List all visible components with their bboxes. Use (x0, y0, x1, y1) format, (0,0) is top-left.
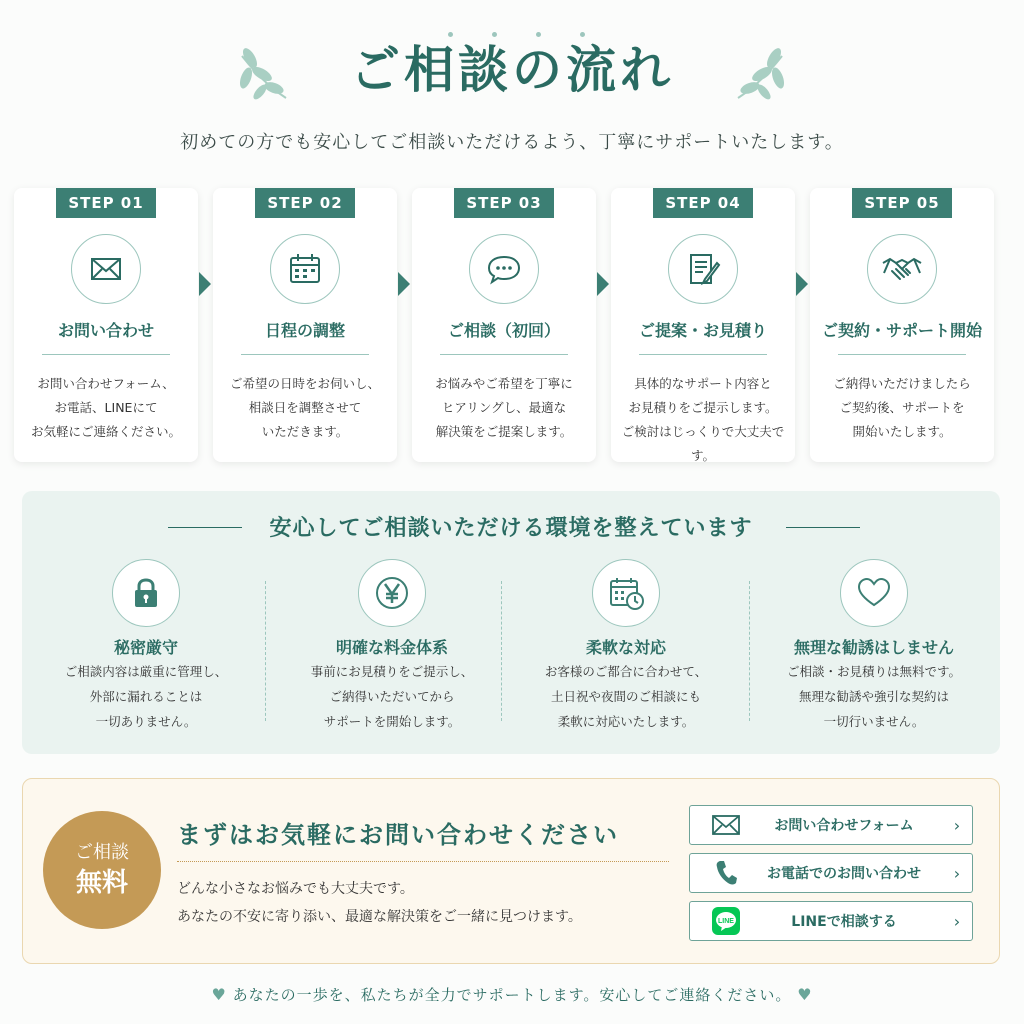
feature-title: 秘密厳守 (113, 638, 178, 657)
phone-icon (706, 859, 746, 887)
cta-panel (22, 778, 1000, 964)
document-pen-icon (668, 234, 738, 304)
feature-description: ご相談内容は厳重に管理し、 外部に漏れることは 一切ありません。 (64, 664, 228, 729)
step-description: ご希望の日時をお伺いし、 相談日を調整させて いただきます。 (229, 376, 380, 439)
step-card-2 (213, 188, 397, 462)
feature-pricing (270, 559, 514, 739)
step-tag: STEP 04 (653, 188, 753, 218)
divider (838, 354, 966, 355)
step-title: ご契約・サポート開始 (821, 321, 982, 340)
heart-icon: ♥ (211, 985, 227, 1004)
feature-no-pressure (752, 559, 996, 739)
step-description: お悩みやご希望を丁寧に ヒアリングし、最適な 解決策をご提案します。 (435, 376, 573, 439)
divider (440, 354, 568, 355)
divider (42, 354, 170, 355)
page-title: ご相談の流れ (350, 40, 674, 99)
step-title: ご提案・お見積り (638, 321, 767, 340)
step-tag: STEP 05 (852, 188, 952, 218)
handshake-icon (867, 234, 937, 304)
step-tag: STEP 02 (255, 188, 355, 218)
chevron-right-icon: › (953, 815, 961, 835)
chevron-right-icon: › (953, 863, 961, 883)
step-title: ご相談（初回） (447, 321, 560, 340)
chat-bubble-icon (469, 234, 539, 304)
step-card-3 (412, 188, 596, 462)
step-tag: STEP 01 (56, 188, 156, 218)
chevron-right-icon: › (953, 911, 961, 931)
contact-form-button[interactable]: お問い合わせフォーム › (689, 805, 973, 845)
step-card-5 (810, 188, 994, 462)
phone-contact-button[interactable]: お電話でのお問い合わせ › (689, 853, 973, 893)
divider (501, 581, 502, 721)
feature-title: 無理な勧誘はしません (793, 638, 954, 657)
lock-icon (112, 559, 180, 627)
cta-title: まずはお気軽にお問い合わせください (177, 820, 619, 849)
step-tag: STEP 03 (454, 188, 554, 218)
divider (749, 581, 750, 721)
feature-confidentiality (24, 559, 268, 739)
step-arrow-icon (597, 272, 609, 296)
page-subtitle: 初めての方でも安心してご相談いただけるよう、丁寧にサポートいたします。 (180, 132, 844, 153)
line-app-icon (706, 907, 746, 935)
step-description: お問い合わせフォーム、 お電話、LINEにて お気軽にご連絡ください。 (30, 376, 181, 439)
assurance-panel (22, 491, 1000, 754)
heart-icon: ♥ (797, 985, 813, 1004)
feature-description: ご相談・お見積りは無料です。 無理な勧誘や強引な契約は 一切行いません。 (786, 664, 961, 729)
yen-icon (358, 559, 426, 627)
feature-flexible (504, 559, 748, 739)
envelope-icon (71, 234, 141, 304)
free-consultation-badge: ご相談 無料 (43, 811, 161, 929)
step-description: ご納得いただけましたら ご契約後、サポートを 開始いたします。 (833, 376, 971, 439)
feature-title: 明確な料金体系 (335, 638, 448, 657)
calendar-clock-icon (592, 559, 660, 627)
step-description: 具体的なサポート内容と お見積りをご提示します。 ご検討はじっくりで大丈夫です。 (621, 376, 785, 463)
svg-text:LINE: LINE (718, 918, 734, 925)
heart-icon (840, 559, 908, 627)
step-card-1 (14, 188, 198, 462)
divider (265, 581, 266, 721)
step-card-4 (611, 188, 795, 462)
feature-title: 柔軟な対応 (585, 638, 666, 657)
divider (241, 354, 369, 355)
divider (639, 354, 767, 355)
feature-description: お客様のご都合に合わせて、 土日祝や夜間のご相談にも 柔軟に対応いたします。 (544, 664, 708, 729)
feature-description: 事前にお見積りをご提示し、 ご納得いただいてから サポートを開始します。 (310, 664, 474, 729)
cta-description: どんな小さなお悩みでも大丈夫です。 あなたの不安に寄り添い、最適な解決策をご一緒に見つけます。 (177, 881, 582, 925)
envelope-icon (706, 814, 746, 836)
assurance-title: 安心してご相談いただける環境を整えています (269, 516, 753, 541)
page-header (0, 30, 1024, 110)
divider (177, 861, 669, 862)
footer-message: ♥ あなたの一歩を、私たちが全力でサポートします。安心してご連絡ください。 ♥ (211, 985, 813, 1004)
step-title: お問い合わせ (57, 321, 154, 340)
line-consult-button[interactable]: LINE LINEで相談する › (689, 901, 973, 941)
step-arrow-icon (199, 272, 211, 296)
calendar-icon (270, 234, 340, 304)
step-arrow-icon (398, 272, 410, 296)
step-arrow-icon (796, 272, 808, 296)
step-title: 日程の調整 (264, 321, 345, 340)
